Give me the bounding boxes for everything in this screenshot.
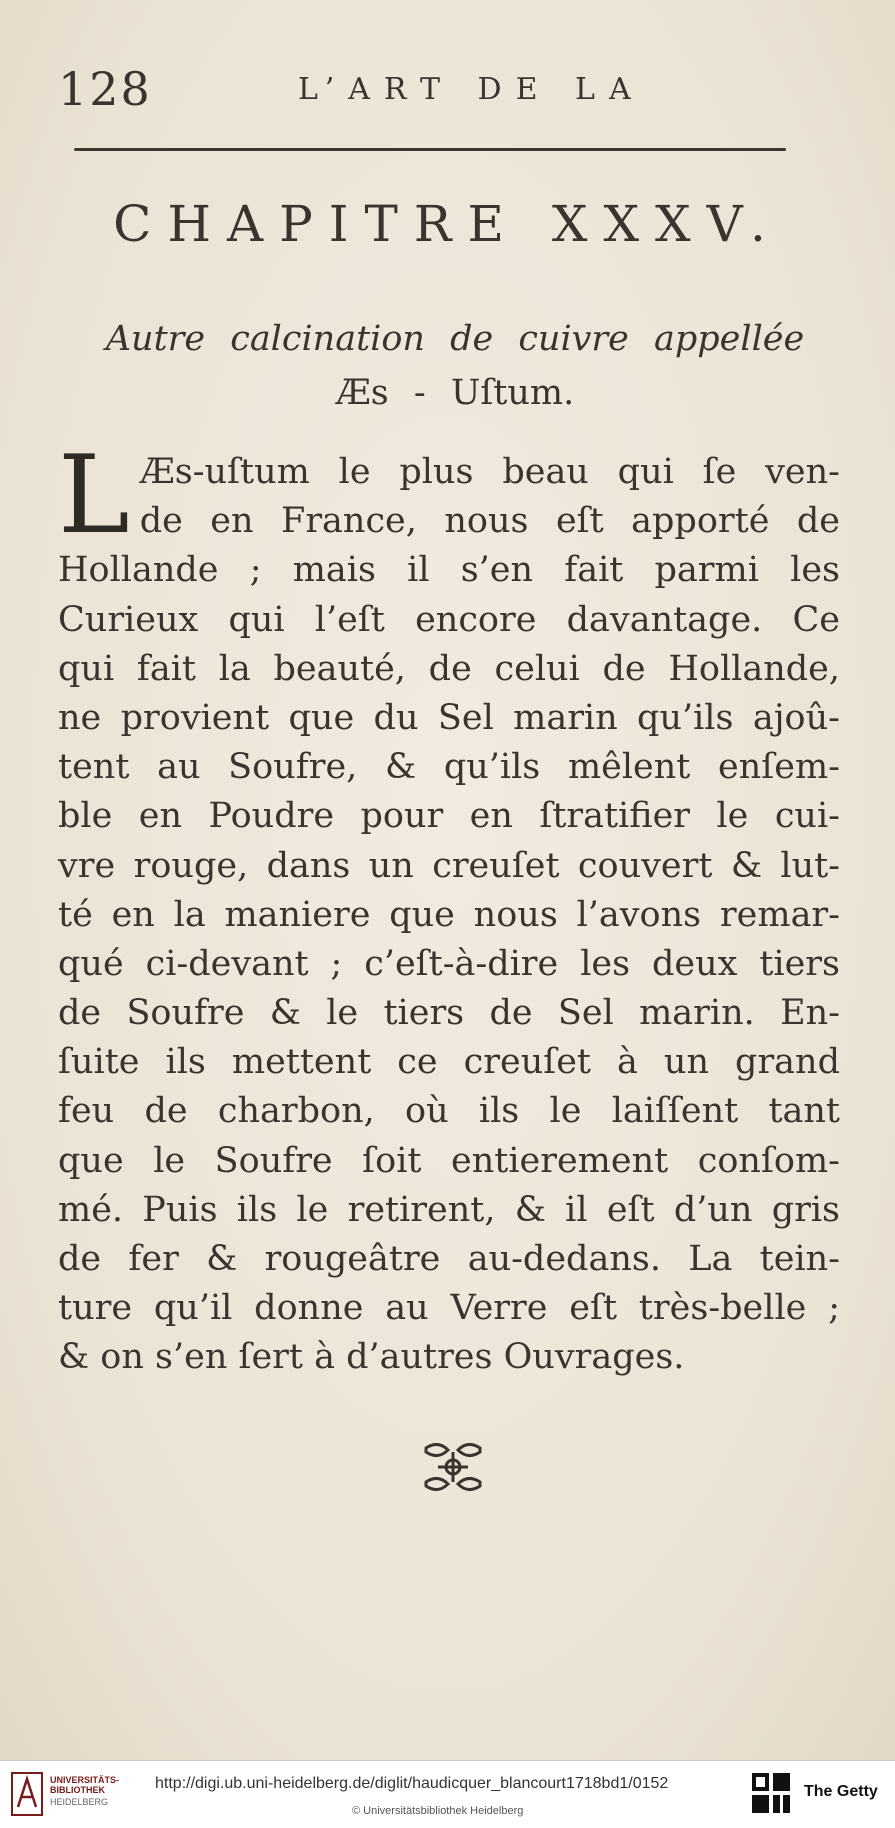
university-seal-icon <box>10 1771 44 1817</box>
text-line: ne provient que du Sel marin qu’ils ajoû- <box>58 697 840 738</box>
permalink-url[interactable]: http://digi.ub.uni-heidelberg.de/diglit/haudicquer_blancourt1718bd1/0152 <box>155 1775 669 1792</box>
chapter-title: CHAPITRE XXXV. <box>113 195 782 253</box>
text-line: de Soufre & le tiers de Sel marin. En- <box>58 993 840 1034</box>
text-line: feu de charbon, où ils le laiſſent tant <box>58 1091 840 1132</box>
text-line: qui fait la beauté, de celui de Hollande, <box>58 648 840 689</box>
chapter-subtitle <box>60 312 850 420</box>
getty-label: The Getty <box>804 1783 878 1800</box>
header-rule <box>74 148 786 151</box>
copyright-notice: © Universitätsbibliothek Heidelberg <box>352 1805 524 1817</box>
text-line: qué ci-devant ; c’eſt-à-dire les deux tiers <box>58 943 840 984</box>
subtitle-line-1: Autre calcination de cuivre appellée <box>105 319 805 359</box>
text-line: ture qu’il donne au Verre eſt très-belle ; <box>58 1288 840 1329</box>
text-line: Curieux qui l’eſt encore davantage. Ce <box>58 599 840 640</box>
text-line: mé. Puis ils le retirent, & il eſt d’un gris <box>58 1189 840 1230</box>
text-line: de en France, nous eſt apporté de <box>139 501 840 542</box>
text-line: tent au Soufre, & qu’ils mêlent enſem- <box>58 747 840 788</box>
running-head: L’ART DE LA <box>298 72 645 107</box>
page-header <box>58 62 838 118</box>
body-paragraph <box>58 433 840 1383</box>
text-line: té en la maniere que nous l’avons remar- <box>58 894 840 935</box>
institution-name: UNIVERSITÄTS- BIBLIOTHEK <box>50 1775 120 1795</box>
text-line: Æs-uſtum le plus beau qui ſe ven- <box>139 452 840 492</box>
institution-city: HEIDELBERG <box>50 1797 109 1807</box>
text-line: ble en Poudre pour en ſtratifier le cui- <box>58 796 840 837</box>
text-line: ſuite ils mettent ce creuſet à un grand <box>58 1042 840 1083</box>
text-line: Hollande ; mais il s’en fait parmi les <box>58 550 840 591</box>
ornament-icon <box>418 1438 488 1496</box>
drop-cap: L <box>58 433 130 558</box>
text-line: & on s’en ſert à d’autres Ouvrages. <box>58 1337 685 1378</box>
subtitle-line-2: Æs - Uſtum. <box>335 373 575 413</box>
text-line: de fer & rougeâtre au-dedans. La tein- <box>58 1239 840 1279</box>
footer-bar <box>0 1760 895 1828</box>
text-line: vre rouge, dans un creuſet couvert & lut- <box>58 845 840 886</box>
text-line: que le Soufre ſoit entierement conſom- <box>58 1140 840 1181</box>
page-number: 128 <box>58 62 152 116</box>
getty-logo-icon <box>752 1773 790 1813</box>
